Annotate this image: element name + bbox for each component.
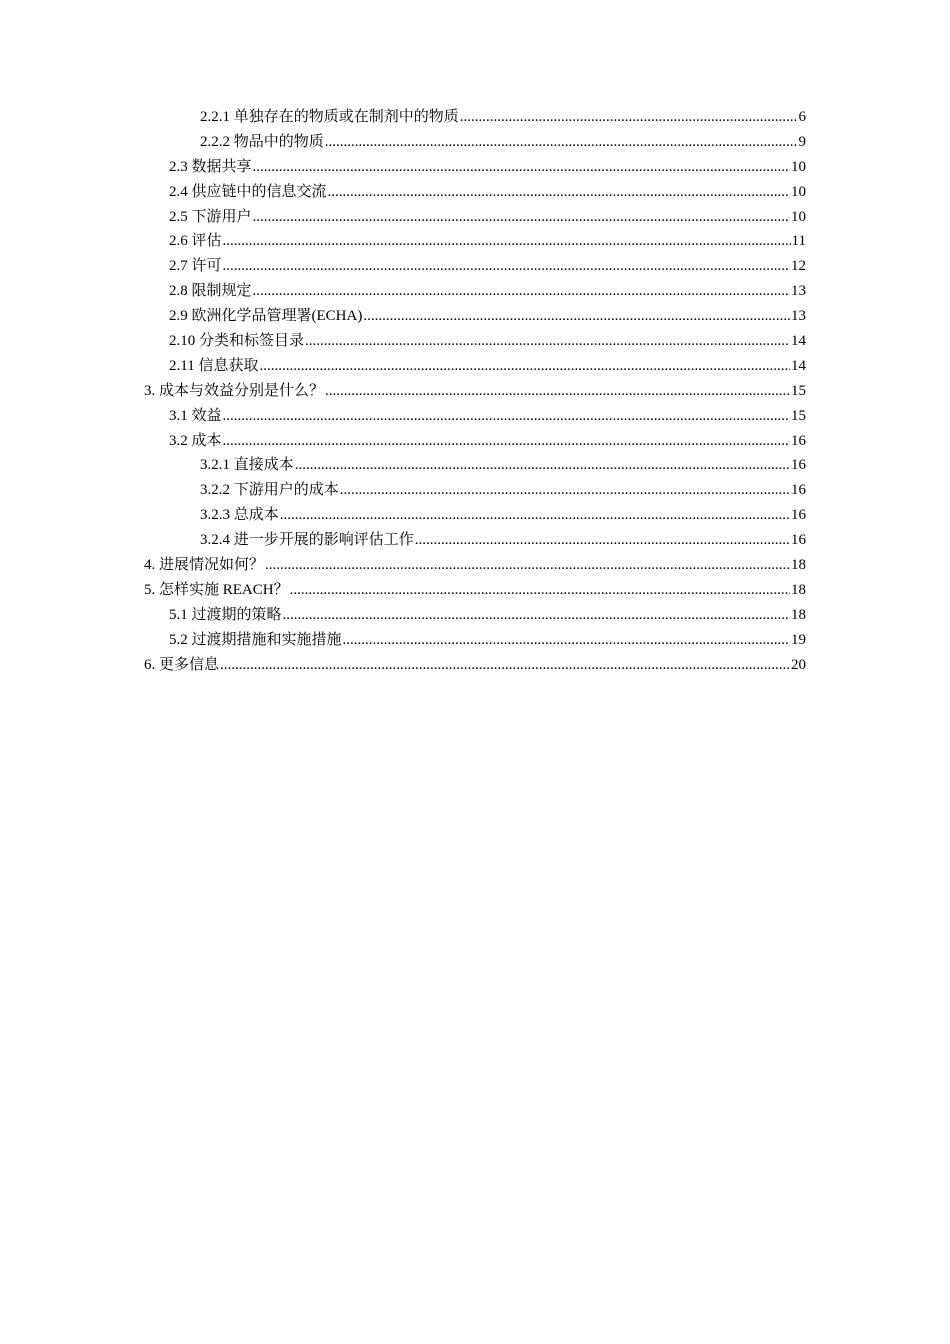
toc-entry[interactable] — [144, 354, 806, 379]
toc-entry-label: 3.2.4 进一步开展的影响评估工作 — [200, 532, 414, 549]
toc-leader-dots — [253, 279, 790, 304]
toc-leader-dots — [259, 354, 790, 379]
toc-entry[interactable] — [144, 653, 806, 678]
toc-entry[interactable] — [144, 429, 806, 454]
toc-leader-dots — [415, 528, 790, 553]
toc-entry[interactable] — [144, 578, 806, 603]
toc-leader-dots — [460, 105, 798, 130]
toc-entry-page: 12 — [791, 258, 806, 275]
toc-entry-label: 2.2.2 物品中的物质 — [200, 133, 324, 150]
toc-entry[interactable] — [144, 155, 806, 180]
toc-leader-dots — [253, 205, 790, 230]
toc-leader-dots — [265, 553, 790, 578]
toc-entry-page: 10 — [791, 208, 806, 225]
toc-leader-dots — [363, 304, 790, 329]
toc-entry[interactable] — [144, 329, 806, 354]
toc-entry[interactable] — [144, 229, 806, 254]
toc-leader-dots — [220, 653, 790, 678]
toc-entry-label: 2.8 限制规定 — [169, 283, 252, 300]
toc-entry-label: 5. 怎样实施 REACH？ — [144, 581, 289, 598]
toc-leader-dots — [280, 503, 790, 528]
toc-entry[interactable] — [144, 404, 806, 429]
toc-entry[interactable] — [144, 478, 806, 503]
toc-leader-dots — [343, 628, 790, 653]
toc-entry-label: 3.2 成本 — [169, 432, 222, 449]
toc-entry-page: 19 — [791, 631, 806, 648]
toc-entry-page: 15 — [791, 407, 806, 424]
toc-leader-dots — [305, 329, 790, 354]
toc-entry-page: 15 — [791, 382, 806, 399]
toc-leader-dots — [328, 180, 790, 205]
toc-entry[interactable] — [144, 254, 806, 279]
toc-leader-dots — [325, 379, 790, 404]
toc-entry-label: 6. 更多信息 — [144, 656, 220, 673]
toc-entry-label: 2.5 下游用户 — [169, 208, 252, 225]
toc-entry-label: 2.2.1 单独存在的物质或在制剂中的物质 — [200, 109, 459, 125]
toc-entry-page: 13 — [791, 283, 806, 300]
toc-leader-dots — [223, 229, 791, 254]
toc-entry-label: 3.2.3 总成本 — [200, 507, 279, 524]
toc-entry-page: 18 — [791, 557, 806, 574]
toc-entry-page: 16 — [791, 457, 806, 474]
toc-entry-page: 16 — [791, 532, 806, 549]
toc-entry-page: 6 — [798, 109, 806, 125]
toc-entry-page: 10 — [791, 183, 806, 200]
toc-entry-label: 2.7 许可 — [169, 258, 222, 275]
toc-entry[interactable] — [144, 180, 806, 205]
toc-entry[interactable] — [144, 628, 806, 653]
toc-entry-page: 11 — [791, 233, 806, 250]
toc-entry-page: 9 — [798, 133, 806, 150]
toc-entry-page: 18 — [791, 581, 806, 598]
toc-entry-page: 16 — [791, 507, 806, 524]
toc-leader-dots — [295, 453, 790, 478]
toc-entry[interactable] — [144, 379, 806, 404]
toc-entry[interactable] — [144, 503, 806, 528]
toc-entry-page: 16 — [791, 482, 806, 499]
toc-entry-label: 2.4 供应链中的信息交流 — [169, 183, 327, 200]
toc-entry-label: 5.2 过渡期措施和实施措施 — [169, 631, 342, 648]
toc-leader-dots — [283, 603, 790, 628]
table-of-contents — [144, 105, 806, 677]
toc-entry-page: 16 — [791, 432, 806, 449]
toc-entry-label: 2.9 欧洲化学品管理署(ECHA) — [169, 308, 363, 325]
toc-entry-page: 18 — [791, 606, 806, 623]
toc-leader-dots — [340, 478, 790, 503]
toc-leader-dots — [325, 130, 798, 155]
toc-entry-page: 13 — [791, 308, 806, 325]
toc-entry[interactable] — [144, 205, 806, 230]
toc-entry[interactable] — [144, 279, 806, 304]
toc-entry-label: 3. 成本与效益分别是什么？ — [144, 382, 325, 399]
toc-entry[interactable] — [144, 105, 806, 130]
toc-entry[interactable] — [144, 130, 806, 155]
toc-entry-label: 4. 进展情况如何？ — [144, 557, 265, 574]
toc-entry-label: 3.2.2 下游用户的成本 — [200, 482, 339, 499]
toc-entry[interactable] — [144, 453, 806, 478]
toc-entry-page: 14 — [791, 357, 806, 374]
toc-entry-page: 10 — [791, 158, 806, 175]
toc-entry[interactable] — [144, 304, 806, 329]
toc-entry-page: 20 — [791, 656, 806, 673]
toc-entry-label: 3.2.1 直接成本 — [200, 457, 294, 474]
toc-entry-page: 14 — [791, 333, 806, 350]
toc-entry-label: 2.10 分类和标签目录 — [169, 333, 305, 350]
toc-entry-label: 3.1 效益 — [169, 407, 222, 424]
toc-entry-label: 2.11 信息获取 — [169, 357, 259, 374]
toc-leader-dots — [253, 155, 790, 180]
toc-entry[interactable] — [144, 603, 806, 628]
toc-leader-dots — [290, 578, 790, 603]
toc-entry[interactable] — [144, 553, 806, 578]
toc-entry-label: 2.3 数据共享 — [169, 158, 252, 175]
toc-leader-dots — [223, 429, 790, 454]
toc-entry[interactable] — [144, 528, 806, 553]
toc-leader-dots — [223, 254, 790, 279]
toc-leader-dots — [223, 404, 790, 429]
toc-entry-label: 5.1 过渡期的策略 — [169, 606, 282, 623]
toc-entry-label: 2.6 评估 — [169, 233, 222, 250]
